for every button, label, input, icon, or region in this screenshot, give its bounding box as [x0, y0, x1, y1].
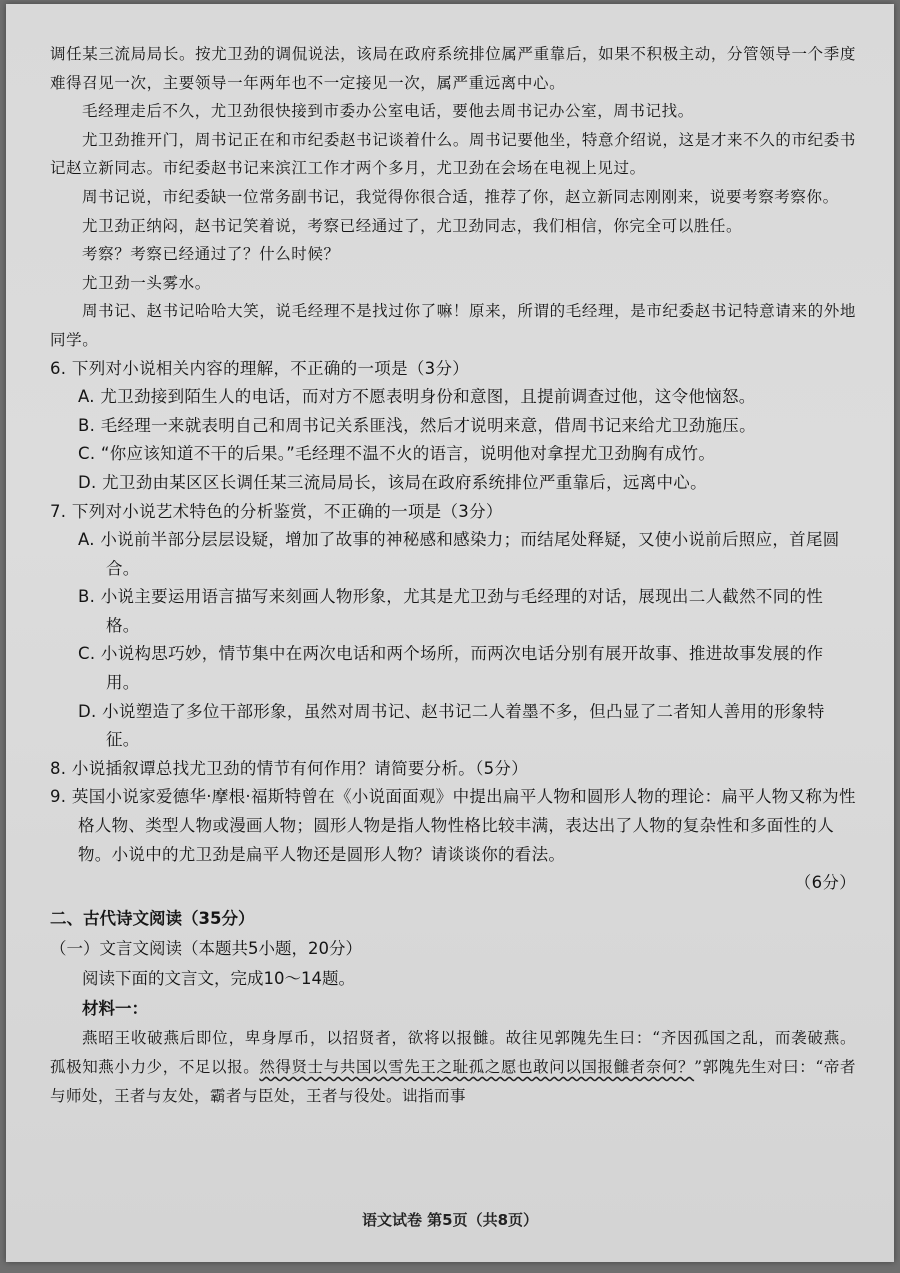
question-9	[50, 783, 856, 897]
subsection-heading: （一）文言文阅读（本题共5小题，20分）	[50, 938, 362, 958]
question-stem: 6. 下列对小说相关内容的理解，不正确的一项是（3分）	[50, 358, 470, 378]
exam-page	[6, 4, 894, 1262]
question-7	[50, 498, 856, 755]
novel-paragraph: 尤卫劲一头雾水。	[82, 273, 211, 292]
answer-option: D. 小说塑造了多位干部形象，虽然对周书记、赵书记二人着墨不多，但凸显了二者知人善用的形象特征。	[78, 701, 825, 750]
classical-text-part: ”郭隗先生对曰：“帝者与师处，王者与友处，霸者与臣处，王者与役处。诎指而事	[50, 1057, 856, 1105]
wavy-underlined-sentence: 然得贤士与共国以雪先王之耻孤之愿也敢问以国报雠者奈何？	[259, 1057, 695, 1076]
answer-option: A. 尤卫劲接到陌生人的电话，而对方不愿表明身份和意图，且提前调查过他，这令他恼怒。	[78, 387, 756, 407]
novel-paragraph: 周书记、赵书记哈哈大笑，说毛经理不是找过你了嘛！原来，所谓的毛经理，是市纪委赵书记特意请来的外地同学。	[50, 302, 856, 349]
novel-paragraph: 调任某三流局局长。按尤卫劲的调侃说法，该局在政府系统排位属严重靠后，如果不积极主动，分管领导一个季度难得召见一次，主要领导一年两年也不一定接见一次，属严重远离中心。	[50, 45, 856, 92]
answer-option: C. 小说构思巧妙，情节集中在两次电话和两个场所，而两次电话分别有展开故事、推进故事发展的作用。	[78, 644, 824, 693]
material-label: 材料一：	[82, 998, 148, 1018]
classical-text	[50, 1024, 856, 1111]
answer-option: C. “你应该知道不干的后果。”毛经理不温不火的语言，说明他对拿捏尤卫劲胸有成竹。	[78, 444, 716, 464]
section-heading: 二、古代诗文阅读（35分）	[50, 908, 255, 928]
question-stem: 8. 小说插叙谭总找尤卫劲的情节有何作用？请简要分析。（5分）	[50, 758, 529, 778]
page-content	[50, 40, 856, 1111]
answer-option: B. 毛经理一来就表明自己和周书记关系匪浅，然后才说明来意，借周书记来给尤卫劲施压。	[78, 415, 756, 435]
classical-text-part: 燕昭王收破燕后即位，卑身厚币，以招贤者，欲将以报雠。故往见郭隗先生曰：“齐因孤国之乱，而袭破燕。孤极知燕小力少，不足以报。	[50, 1028, 856, 1076]
question-stem: 9. 英国小说家爱德华·摩根·福斯特曾在《小说面面观》中提出扁平人物和圆形人物的理论：扁平人物又称为性格人物、类型人物或漫画人物；圆形人物是指人物性格比较丰满，表达出了人物的复杂性和多面性的人物。小说中的尤卫劲是扁平人物还是圆形人物？请谈谈你的看法。	[50, 787, 856, 864]
answer-option: B. 小说主要运用语言描写来刻画人物形象，尤其是尤卫劲与毛经理的对话，展现出二人截然不同的性格。	[78, 587, 824, 635]
question-score: （6分）	[794, 873, 856, 893]
reading-instruction: 阅读下面的文言文，完成10～14题。	[82, 968, 355, 988]
novel-excerpt	[50, 40, 856, 355]
novel-paragraph: 毛经理走后不久，尤卫劲很快接到市委办公室电话，要他去周书记办公室，周书记找。	[82, 102, 694, 121]
novel-paragraph: 尤卫劲正纳闷，赵书记笑着说，考察已经通过了，尤卫劲同志，我们相信，你完全可以胜任。	[82, 216, 743, 235]
answer-option: D. 尤卫劲由某区区长调任某三流局局长，该局在政府系统排位严重靠后，远离中心。	[78, 472, 707, 492]
answer-option: A. 小说前半部分层层设疑，增加了故事的神秘感和感染力；而结尾处释疑，又使小说前后照应，首尾圆合。	[78, 530, 840, 578]
novel-paragraph: 周书记说，市纪委缺一位常务副书记，我觉得你很合适，推荐了你，赵立新同志刚刚来，说要考察考察你。	[82, 187, 839, 206]
classical-paragraph	[50, 1024, 856, 1111]
question-6	[50, 355, 856, 498]
novel-paragraph: 尤卫劲推开门，周书记正在和市纪委赵书记谈着什么。周书记要他坐，特意介绍说，这是才来不久的市纪委书记赵立新同志。市纪委赵书记来滨江工作才两个多月，尤卫劲在会场在电视上见过。	[50, 130, 856, 178]
question-8	[50, 755, 856, 784]
question-stem: 7. 下列对小说艺术特色的分析鉴赏，不正确的一项是（3分）	[50, 501, 503, 521]
novel-paragraph: 考察？考察已经通过了？什么时候？	[82, 245, 340, 264]
page-footer: 语文试卷 第5页（共8页）	[361, 1211, 539, 1229]
